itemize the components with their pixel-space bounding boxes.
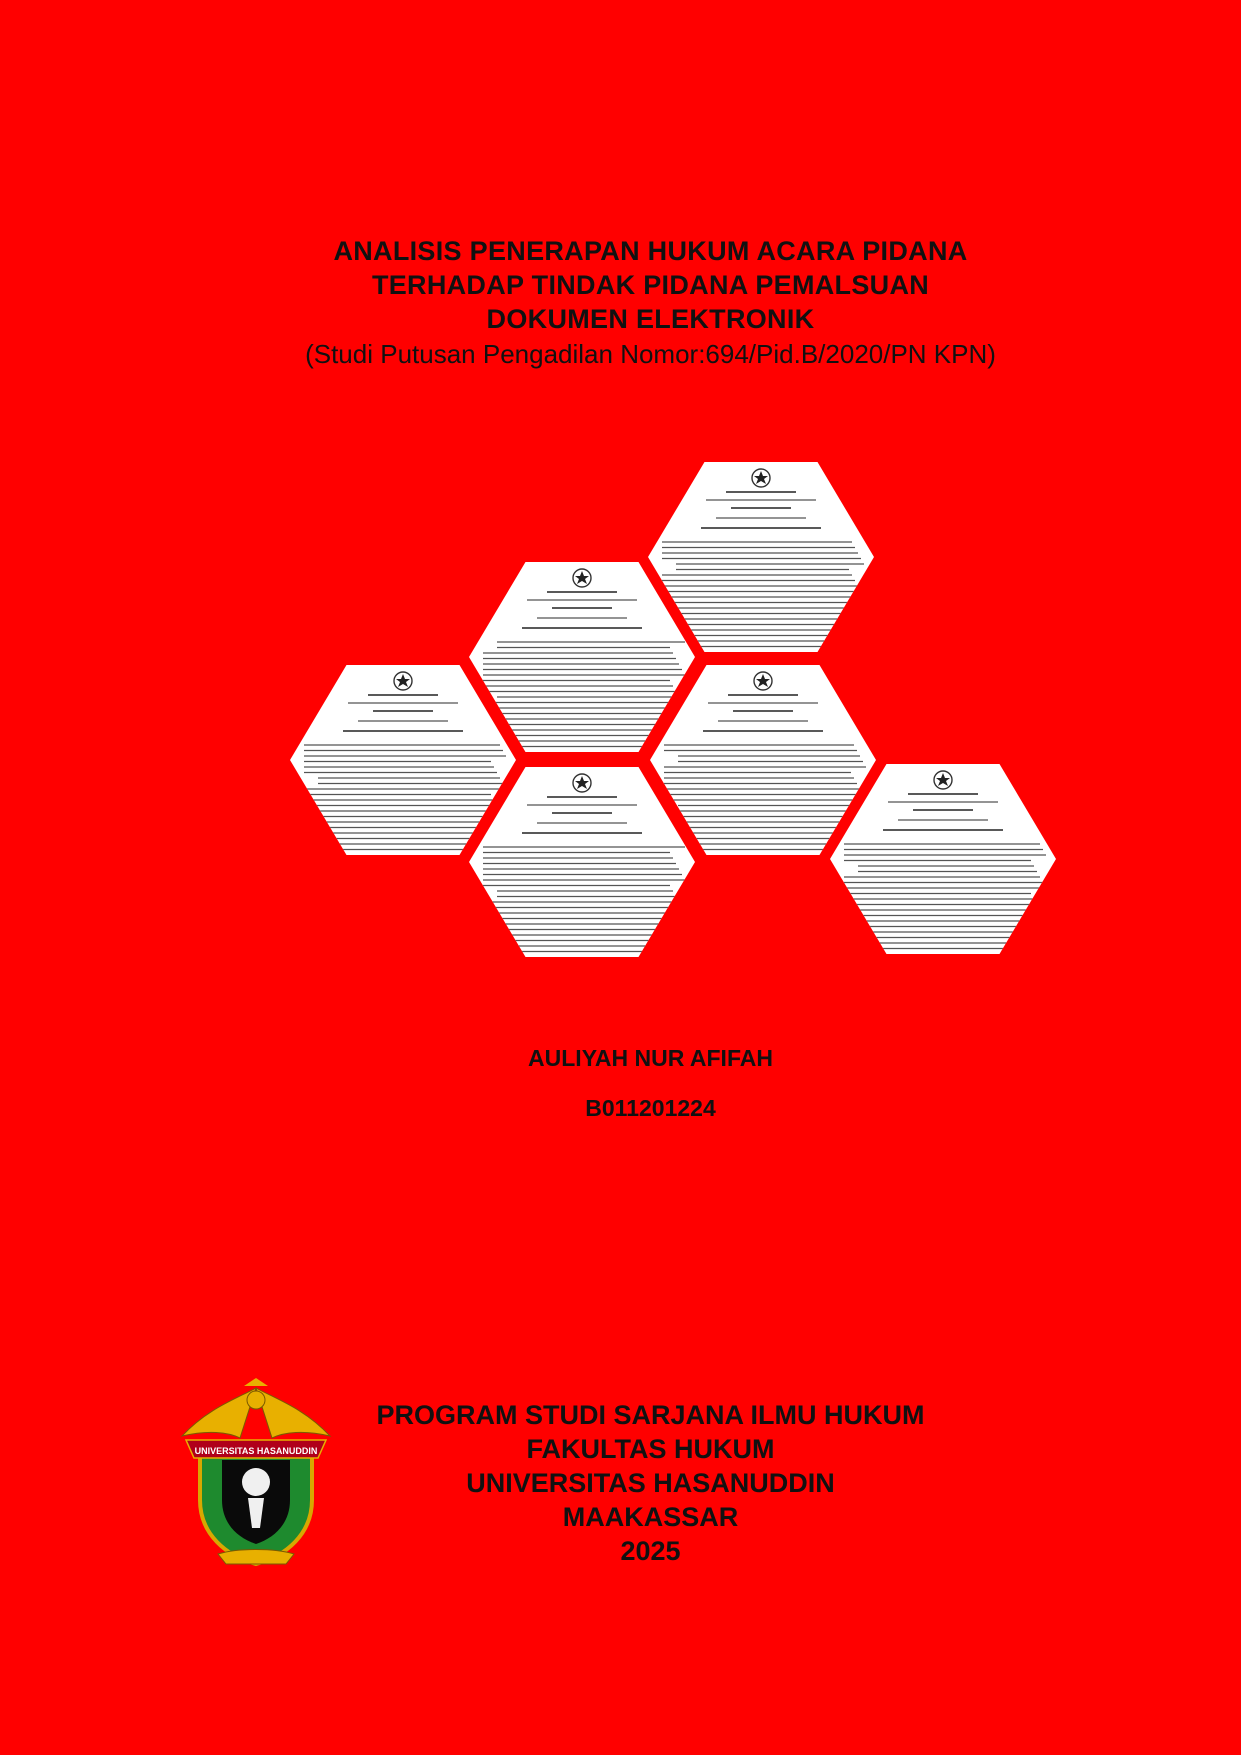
title-line-1: ANALISIS PENERAPAN HUKUM ACARA PIDANA — [333, 236, 968, 266]
hex-doc-upper-middle — [469, 562, 695, 752]
logo-label: UNIVERSITAS HASANUDDIN — [194, 1446, 318, 1456]
hex-doc-top — [648, 462, 874, 652]
title-line-3: DOKUMEN ELEKTRONIK — [486, 304, 815, 334]
document-page-icon — [290, 665, 516, 855]
title-line-2: TERHADAP TINDAK PIDANA PEMALSUAN — [371, 270, 930, 300]
author-block — [0, 1033, 1241, 1133]
hex-doc-left — [290, 665, 516, 855]
document-page-icon — [469, 562, 695, 752]
subtitle: (Studi Putusan Pengadilan Nomor:694/Pid.B/2020/PN KPN) — [305, 339, 996, 369]
faculty-line: FAKULTAS HUKUM — [526, 1434, 775, 1464]
institution-block — [0, 1398, 1241, 1568]
document-page-icon — [650, 665, 876, 855]
document-page-icon — [648, 462, 874, 652]
hex-doc-right — [830, 764, 1056, 954]
hex-doc-lower-middle — [469, 767, 695, 957]
document-page-icon — [830, 764, 1056, 954]
program-line: PROGRAM STUDI SARJANA ILMU HUKUM — [376, 1400, 925, 1430]
year-line: 2025 — [620, 1536, 681, 1566]
city-line: MAAKASSAR — [562, 1502, 739, 1532]
document-page-icon — [469, 767, 695, 957]
hex-doc-center-right — [650, 665, 876, 855]
title-block — [0, 234, 1241, 372]
student-id: B011201224 — [585, 1095, 716, 1121]
university-line: UNIVERSITAS HASANUDDIN — [466, 1468, 835, 1498]
author-name: AULIYAH NUR AFIFAH — [528, 1045, 773, 1071]
